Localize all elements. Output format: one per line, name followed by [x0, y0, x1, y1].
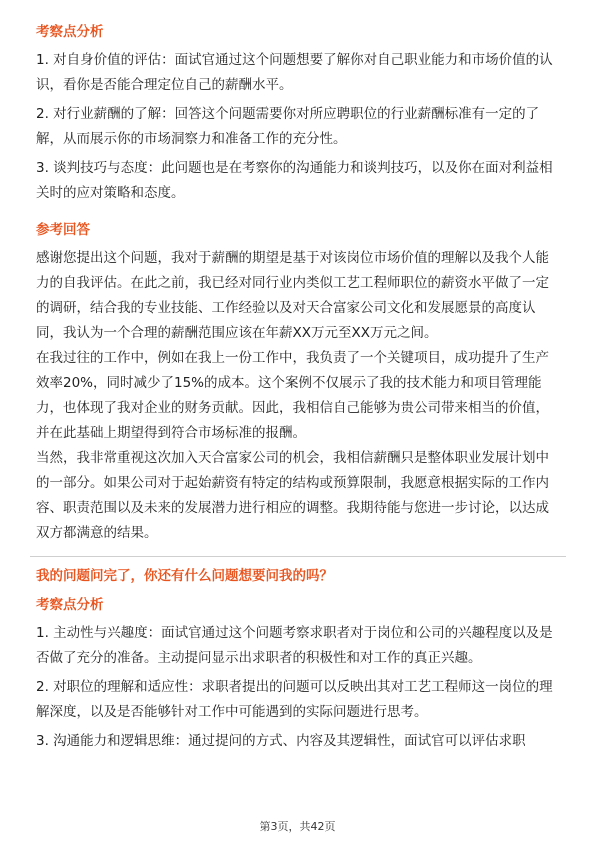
section-divider — [30, 556, 566, 557]
analysis-item: 3. 谈判技巧与态度：此问题也是在考察你的沟通能力和谈判技巧，以及你在面对利益相关时的应对策略和态度。 — [36, 160, 553, 201]
answer-paragraph: 在我过往的工作中，例如在我上一份工作中，我负责了一个关键项目，成功提升了生产效率20%，同时减少了15%的成本。这个案例不仅展示了我的技术能力和项目管理能力，也体现了我对企业的财务贡献。因此，我相信自己能够为贵公司带来相当的价值，并在此基础上期望得到符合市场标准的报酬。 — [36, 350, 549, 441]
analysis-item: 2. 对职位的理解和适应性：求职者提出的问题可以反映出其对工艺工程师这一岗位的理解深度，以及是否能够针对工作中可能遇到的实际问题进行思考。 — [36, 679, 553, 720]
analysis-item: 3. 沟通能力和逻辑思维：通过提问的方式、内容及其逻辑性，面试官可以评估求职 — [36, 733, 526, 749]
analysis-item: 2. 对行业薪酬的了解：回答这个问题需要你对所应聘职位的行业薪酬标准有一定的了解，从而展示你的市场洞察力和准备工作的充分性。 — [36, 106, 540, 147]
interview-question: 我的问题问完了，你还有什么问题想要问我的吗？ — [36, 568, 333, 584]
analysis-item: 1. 主动性与兴趣度：面试官通过这个问题考察求职者对于岗位和公司的兴趣程度以及是否做了充分的准备。主动提问显示出求职者的积极性和对工作的真正兴趣。 — [36, 625, 553, 666]
answer-paragraph: 感谢您提出这个问题，我对于薪酬的期望是基于对该岗位市场价值的理解以及我个人能力的自我评估。在此之前，我已经对同行业内类似工艺工程师职位的薪资水平做了一定的调研，结合我的专业技能、工作经验以及对天合富家公司文化和发展愿景的高度认同，我认为一个合理的薪酬范围应该在年薪XX万元至XX万元之间。 — [36, 250, 549, 341]
section-title-reference-answer: 参考回答 — [36, 222, 90, 238]
section-title-analysis: 考察点分析 — [36, 24, 104, 40]
page-number: 第3页，共42页 — [259, 820, 336, 833]
section-title-analysis: 考察点分析 — [36, 597, 104, 613]
answer-paragraph: 当然，我非常重视这次加入天合富家公司的机会，我相信薪酬只是整体职业发展计划中的一部分。如果公司对于起始薪资有特定的结构或预算限制，我愿意根据实际的工作内容、职责范围以及未来的发展潜力进行相应的调整。我期待能与您进一步讨论，以达成双方都满意的结果。 — [36, 450, 549, 541]
analysis-item: 1. 对自身价值的评估：面试官通过这个问题想要了解你对自己职业能力和市场价值的认识，看你是否能合理定位自己的薪酬水平。 — [36, 52, 553, 93]
document-page — [36, 22, 560, 758]
